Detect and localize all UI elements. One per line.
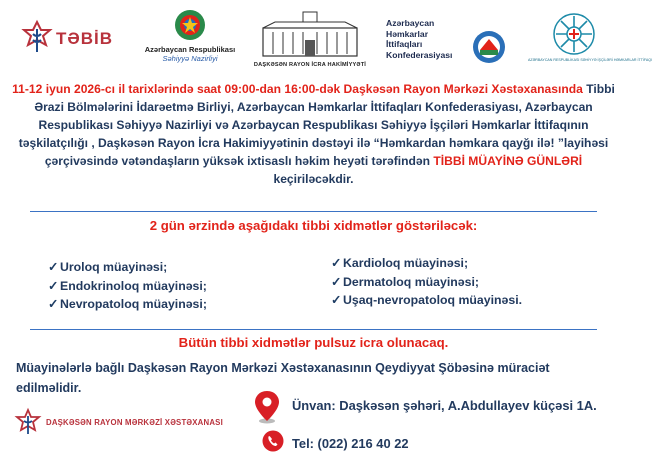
tebib-wordmark: TƏBİB	[56, 29, 114, 48]
confederation-name-line4: Konfederasiyası	[386, 49, 453, 60]
services-list-right	[331, 254, 522, 310]
ministry-of-health-logo	[135, 8, 245, 72]
divider-bottom	[30, 329, 597, 330]
registration-note: Müayinələrlə bağlı Daşkəsən Rayon Mərkəzi Xəstəxanasının Qeydiyyat Şöbəsinə müraciət edilməlidir.	[16, 361, 550, 395]
trade-union-confederation-logo	[386, 18, 526, 68]
event-date-location: 11-12 iyun 2026-cı il tarixlərində saat 09:00-dan 16:00-dək Daşkəsən Rayon Mərkəzi Xəstəxanasında	[12, 82, 583, 96]
checkmark-icon: ✓	[48, 278, 59, 293]
service-pediatric-neurology: Uşaq-nevropatoloq müayinəsi.	[343, 293, 523, 307]
confederation-name	[386, 18, 452, 60]
hospital-logo	[14, 408, 246, 438]
ministry-name-line2: Səhiyyə Nazirliyi	[162, 54, 218, 63]
announcement-intro	[8, 80, 619, 188]
address-text: Ünvan: Daşkəsən şəhəri, A.Abdullayev küçəsi 1A.	[292, 398, 597, 413]
checkmark-icon: ✓	[331, 274, 342, 289]
service-urology: Uroloq müayinəsi;	[60, 260, 168, 274]
service-cardiology: Kardioloq müayinəsi;	[343, 256, 469, 270]
services-heading: 2 gün ərzində aşağıdakı tibbi xidmətlər göstəriləcək:	[149, 218, 478, 233]
union-globe-logo-icon	[552, 12, 596, 56]
checkmark-icon: ✓	[48, 297, 59, 311]
hospital-name: DAŞKƏSƏN RAYON MƏRKƏZİ XƏSTƏXANASI	[46, 418, 223, 427]
tebib-logo-icon	[22, 20, 52, 58]
service-dermatology: Dermatoloq müayinəsi;	[343, 274, 479, 289]
list-item	[48, 295, 207, 314]
confederation-name-line2: Həmkarlar	[386, 28, 429, 39]
free-services-notice: Bütün tibbi xidmətlər pulsuz icra olunacaq.	[178, 335, 449, 350]
event-title-highlight: TİBBİ MÜAYİNƏ GÜNLƏRİ	[433, 154, 583, 168]
service-endocrinology: Endokrinoloq müayinəsi;	[60, 278, 207, 293]
government-building-icon	[255, 10, 365, 60]
confederation-name-line1: Azərbaycan	[386, 18, 435, 28]
trade-union-badge-icon	[472, 30, 506, 64]
intro-tail: keçiriləcəkdir.	[273, 172, 354, 186]
phone-number: Tel: (022) 216 40 22	[292, 436, 409, 451]
list-item	[331, 291, 522, 310]
ministry-name-line1: Azərbaycan Respublikası	[144, 45, 236, 54]
tebib-logo	[22, 20, 112, 60]
health-workers-union-logo	[528, 12, 652, 72]
state-emblem-icon	[173, 8, 207, 42]
checkmark-icon: ✓	[48, 260, 59, 274]
executive-power-caption: DAŞKƏSƏN RAYON İCRA HAKİMİYYƏTİ	[253, 62, 367, 68]
list-item	[48, 277, 207, 296]
checkmark-icon: ✓	[331, 256, 342, 270]
executive-power-logo	[250, 10, 370, 72]
service-neurology: Nevropatoloq müayinəsi;	[60, 297, 207, 311]
list-item	[331, 273, 522, 292]
health-workers-union-caption: AZƏRBAYCAN RESPUBLİKASI SƏHİYYƏ İŞÇİLƏRİ HƏMKARLAR İTTİFAQI	[528, 58, 652, 62]
location-pin-icon	[254, 390, 280, 424]
list-item	[331, 254, 522, 273]
divider-top	[30, 211, 597, 212]
list-item	[48, 258, 207, 277]
checkmark-icon: ✓	[331, 293, 342, 307]
confederation-name-line3: İttifaqları	[386, 39, 423, 49]
services-list-left	[48, 258, 207, 314]
hospital-logo-icon	[14, 408, 42, 436]
phone-icon	[262, 430, 284, 452]
organizers-text: Tibbi Ərazi Bölmələrini İdarəetmə Birliyi, Azərbaycan Həmkarlar İttifaqları Konfederasiyası, Azərbaycan Respublikası Səhiyyə Nazirliyi və Azərbaycan Respublikası Səhiyyə İşçiləri Həmkarlar İttifaqının təşkilatçılığı , Daşkəsən Rayon İcra Hakimiyyətinin dəstəyi ilə “Həmkardan həmkara qayğı ilə! ”layihəsi çərçivəsində vətəndaşların yüksək ixtisaslı həkim heyəti tərəfindən	[18, 82, 615, 168]
logo-row	[0, 8, 652, 72]
